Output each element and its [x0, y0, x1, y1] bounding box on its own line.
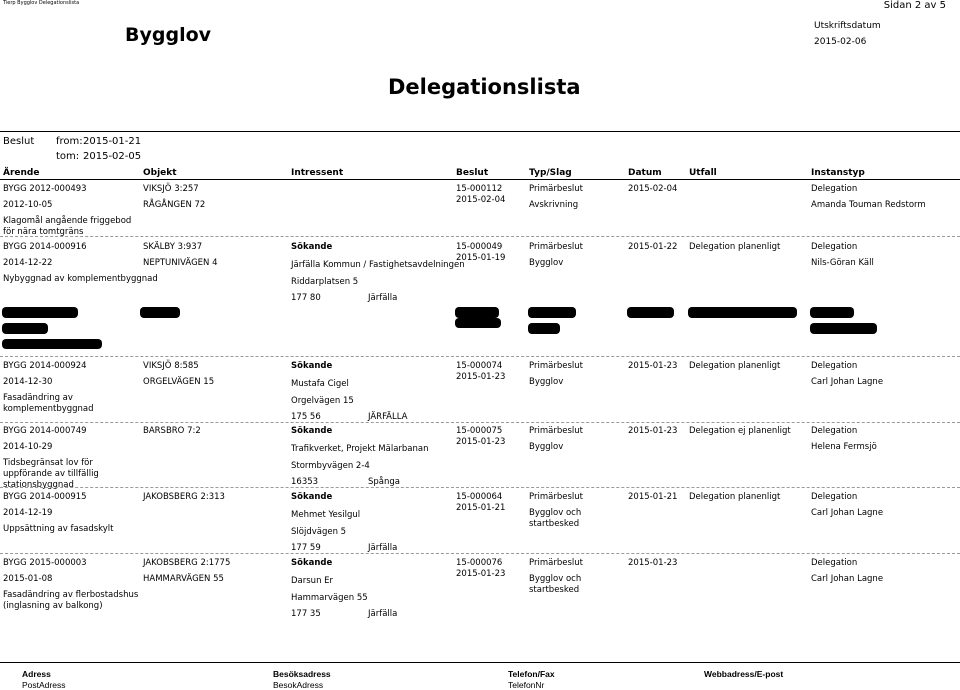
decision-datum: 2015-01-21: [628, 492, 678, 502]
filter-from-value: 2015-01-21: [83, 136, 142, 147]
case-id: BYGG 2014-000749: [3, 426, 87, 436]
col-typ-slag: Typ/Slag: [529, 168, 572, 178]
footer-web-label: Webbadress/E-post: [704, 669, 784, 679]
decision-date: 2015-01-23: [456, 437, 506, 447]
party-postcode: 177 35: [291, 609, 321, 619]
page-number: Sidan 2 av 5: [883, 0, 946, 11]
print-date-label: Utskriftsdatum: [814, 21, 881, 31]
footer-phone-label: Telefon/Fax: [508, 669, 555, 679]
decision-outcome: Delegation planenligt: [689, 492, 781, 502]
object-property: VIKSJÖ 8:585: [143, 361, 199, 371]
filter-tom-label: tom:: [56, 151, 80, 162]
col-arende: Ärende: [3, 168, 40, 178]
party-role: Sökande: [291, 361, 333, 371]
case-id: BYGG 2014-000924: [3, 361, 87, 371]
case-officer: Carl Johan Lagne: [811, 377, 884, 387]
decision-number: 15-000064: [456, 492, 503, 502]
decision-number: 15-000075: [456, 426, 503, 436]
redaction-block: [455, 307, 499, 318]
decision-type: Primärbeslut: [529, 558, 583, 568]
report-source-label: Tierp Bygglov Delegationslista: [3, 0, 80, 6]
decision-outcome: Delegation planenligt: [689, 361, 781, 371]
party-city: Spånga: [368, 477, 400, 487]
instance-type: Delegation: [811, 426, 858, 436]
party-city: Järfälla: [368, 543, 398, 553]
decision-datum: 2015-02-04: [628, 184, 678, 194]
decision-date: 2015-01-19: [456, 253, 506, 263]
footer-rule: [0, 662, 960, 663]
case-id: BYGG 2015-000003: [3, 558, 87, 568]
case-date: 2014-12-30: [3, 377, 53, 387]
party-role: Sökande: [291, 492, 333, 502]
party-name: Mehmet Yesilgul: [291, 510, 361, 520]
col-instanstyp: Instanstyp: [811, 168, 865, 178]
decision-outcome: Delegation ej planenligt: [689, 426, 791, 436]
footer-visit-value: BesokAdress: [273, 680, 324, 690]
decision-type: Primärbeslut: [529, 426, 583, 436]
filter-from-label: from:: [56, 136, 83, 147]
decision-kind: Bygglov: [529, 377, 564, 387]
object-address: HAMMARVÄGEN 55: [143, 574, 224, 584]
decision-type: Primärbeslut: [529, 361, 583, 371]
party-city: Järfälla: [368, 609, 398, 619]
col-beslut: Beslut: [456, 168, 489, 178]
row-separator: [0, 487, 960, 488]
party-role: Sökande: [291, 242, 333, 252]
row-separator: [0, 236, 960, 237]
decision-datum: 2015-01-23: [628, 426, 678, 436]
redaction-block: [2, 323, 48, 334]
decision-date: 2015-02-04: [456, 195, 506, 205]
case-officer: Carl Johan Lagne: [811, 574, 884, 584]
decision-kind: Bygglov och startbesked: [529, 508, 582, 529]
case-id: BYGG 2014-000916: [3, 242, 87, 252]
instance-type: Delegation: [811, 492, 858, 502]
object-address: ORGELVÄGEN 15: [143, 377, 215, 387]
case-description: Fasadändring av komplementbyggnad: [3, 393, 94, 414]
decision-datum: 2015-01-23: [628, 361, 678, 371]
party-postcode: 16353: [291, 477, 319, 487]
decision-number: 15-000049: [456, 242, 503, 252]
redaction-block: [140, 307, 180, 318]
header-rule: [0, 179, 960, 180]
object-property: JAKOBSBERG 2:313: [143, 492, 225, 502]
party-postcode: 177 80: [291, 293, 321, 303]
redaction-block: [627, 307, 674, 318]
redaction-block: [810, 323, 877, 334]
redaction-block: [688, 307, 797, 318]
redaction-block: [2, 339, 102, 349]
decision-kind: Bygglov och startbesked: [529, 574, 582, 595]
party-name: Trafikverket, Projekt Mälarbanan: [291, 444, 429, 454]
case-date: 2014-10-29: [3, 442, 53, 452]
case-date: 2014-12-19: [3, 508, 53, 518]
redaction-block: [528, 323, 560, 334]
decision-outcome: Delegation planenligt: [689, 242, 781, 252]
instance-type: Delegation: [811, 558, 858, 568]
decision-date: 2015-01-23: [456, 372, 506, 382]
col-datum: Datum: [628, 168, 662, 178]
footer-visit-label: Besöksadress: [273, 669, 331, 679]
party-address: Orgelvägen 15: [291, 396, 354, 406]
party-city: JÄRFÄLLA: [368, 412, 408, 422]
print-date: 2015-02-06: [814, 37, 867, 47]
party-role: Sökande: [291, 426, 333, 436]
footer-phone-value: TelefonNr: [508, 680, 545, 690]
case-description: Uppsättning av fasadskylt: [3, 524, 114, 534]
redaction-block: [528, 307, 576, 318]
row-separator: [0, 356, 960, 357]
case-id: BYGG 2012-000493: [3, 184, 87, 194]
party-role: Sökande: [291, 558, 333, 568]
object-property: SKÄLBY 3:937: [143, 242, 203, 252]
case-description: Nybyggnad av komplementbyggnad: [3, 274, 158, 284]
case-description: Fasadändring av flerbostadshus (inglasning av balkong): [3, 590, 139, 611]
col-objekt: Objekt: [143, 168, 177, 178]
case-officer: Carl Johan Lagne: [811, 508, 884, 518]
decision-type: Primärbeslut: [529, 492, 583, 502]
object-property: JAKOBSBERG 2:1775: [143, 558, 231, 568]
case-id: BYGG 2014-000915: [3, 492, 87, 502]
party-address: Hammarvägen 55: [291, 593, 368, 603]
filter-top-rule: [0, 131, 960, 132]
decision-datum: 2015-01-22: [628, 242, 678, 252]
filter-tom-value: 2015-02-05: [83, 151, 142, 162]
instance-type: Delegation: [811, 242, 858, 252]
party-name: Järfälla Kommun / Fastighetsavdelningen: [291, 260, 465, 270]
footer-address-value: PostAdress: [22, 680, 66, 690]
object-property: VIKSJÖ 3:257: [143, 184, 199, 194]
case-date: 2012-10-05: [3, 200, 53, 210]
decision-date: 2015-01-21: [456, 503, 506, 513]
app-title: Bygglov: [125, 24, 212, 46]
decision-number: 15-000076: [456, 558, 503, 568]
decision-kind: Bygglov: [529, 258, 564, 268]
instance-type: Delegation: [811, 361, 858, 371]
party-city: Järfälla: [368, 293, 398, 303]
col-intressent: Intressent: [291, 168, 344, 178]
object-address: RÅGÅNGEN 72: [143, 200, 206, 210]
redaction-block: [2, 307, 78, 318]
page-title: Delegationslista: [388, 75, 581, 99]
object-address: NEPTUNIVÄGEN 4: [143, 258, 218, 268]
filter-label: Beslut: [3, 136, 35, 147]
party-postcode: 175 56: [291, 412, 321, 422]
decision-type: Primärbeslut: [529, 184, 583, 194]
instance-type: Delegation: [811, 184, 858, 194]
footer-address-label: Adress: [22, 669, 51, 679]
party-address: Slöjdvägen 5: [291, 527, 347, 537]
case-description: Tidsbegränsat lov för uppförande av tillfällig stationsbyggnad: [3, 458, 99, 490]
col-utfall: Utfall: [689, 168, 717, 178]
decision-datum: 2015-01-23: [628, 558, 678, 568]
party-name: Mustafa Cigel: [291, 379, 349, 389]
object-property: BARSBRO 7:2: [143, 426, 201, 436]
decision-type: Primärbeslut: [529, 242, 583, 252]
row-separator: [0, 553, 960, 554]
decision-number: 15-000074: [456, 361, 503, 371]
decision-number: 15-000112: [456, 184, 503, 194]
party-name: Darsun Er: [291, 576, 334, 586]
party-address: Riddarplatsen 5: [291, 277, 359, 287]
case-date: 2014-12-22: [3, 258, 53, 268]
redaction-block: [455, 318, 501, 328]
row-separator: [0, 422, 960, 423]
decision-kind: Bygglov: [529, 442, 564, 452]
case-officer: Helena Fermsjö: [811, 442, 877, 452]
case-description: Klagomål angående friggebod för nära tomtgräns: [3, 216, 132, 237]
case-date: 2015-01-08: [3, 574, 53, 584]
case-officer: Amanda Touman Redstorm: [811, 200, 926, 210]
redaction-block: [810, 307, 854, 318]
decision-date: 2015-01-23: [456, 569, 506, 579]
case-officer: Nils-Göran Käll: [811, 258, 874, 268]
decision-kind: Avskrivning: [529, 200, 579, 210]
party-postcode: 177 59: [291, 543, 321, 553]
party-address: Stormbyvägen 2-4: [291, 461, 370, 471]
